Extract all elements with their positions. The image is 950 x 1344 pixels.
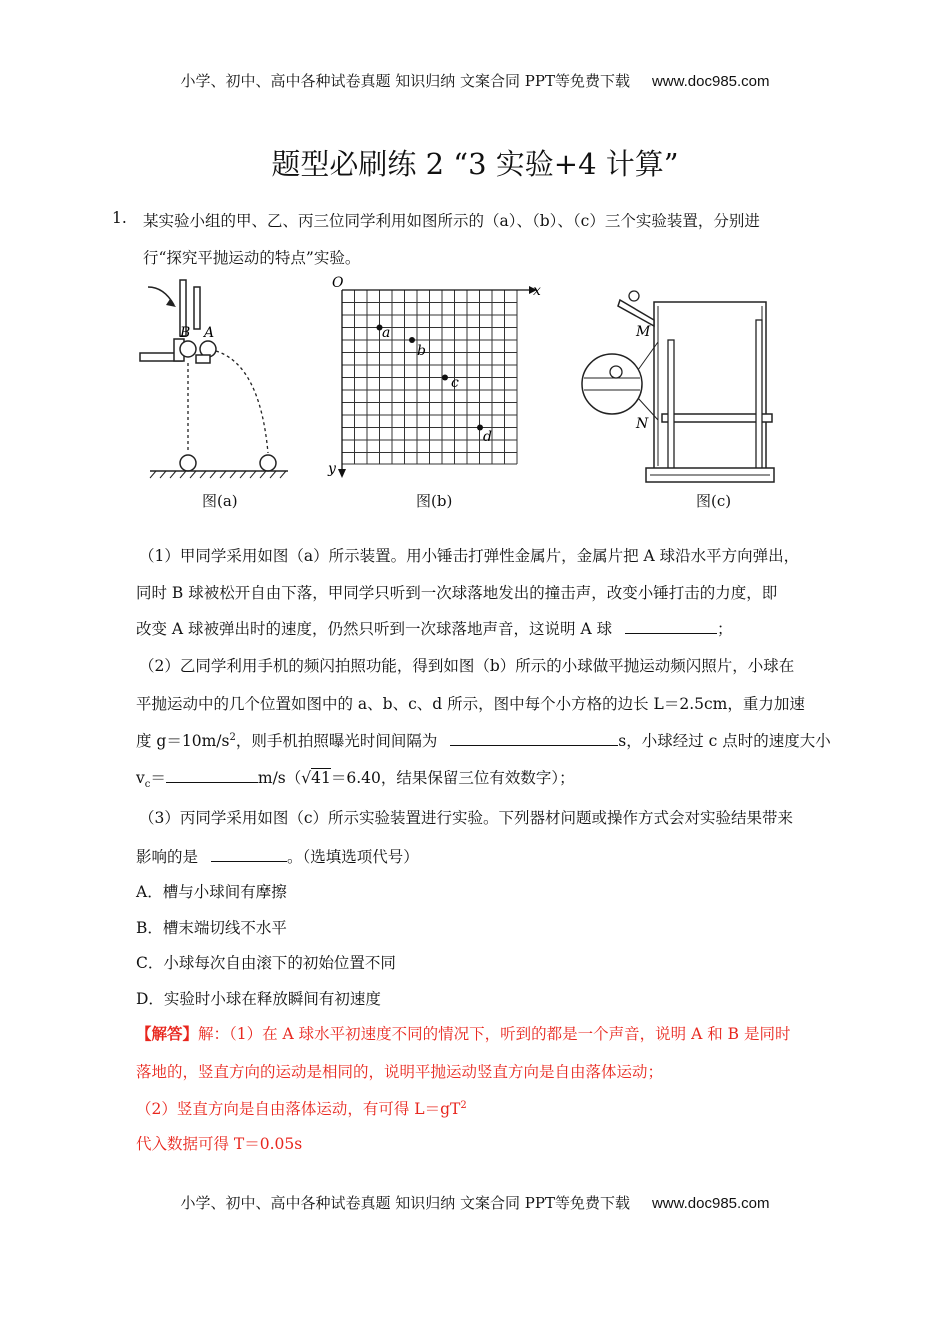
part2-line3 — [136, 729, 831, 751]
label-n: N — [636, 416, 649, 432]
label-b: B — [180, 325, 191, 341]
chute-ball — [629, 291, 639, 301]
chute — [618, 300, 654, 326]
point-a-label: a — [382, 325, 391, 341]
option-c: C．小球每次自由滚下的初始位置不同 — [136, 954, 396, 972]
y-label: y — [328, 461, 336, 477]
answer-blank-2[interactable] — [450, 731, 618, 746]
vc-unit: m/s（ — [257, 769, 302, 787]
part2-line1: （2）乙同学利用手机的频闪拍照功能，得到如图（b）所示的小球做平抛运动频闪照片，小球在 — [139, 657, 795, 675]
label-a: A — [204, 325, 215, 341]
answer-line2: 落地的，竖直方向的运动是相同的，说明平抛运动竖直方向是自由落体运动； — [136, 1063, 664, 1081]
point-b — [409, 337, 415, 343]
answer-blank-1[interactable] — [625, 619, 717, 634]
x-label: x — [533, 283, 541, 299]
ball-b-landed — [180, 455, 196, 471]
question-stem-1: 某实验小组的甲、乙、丙三位同学利用如图所示的（a）、（b）、（c）三个实验装置，分别进 — [143, 212, 760, 230]
answer-blank-4[interactable] — [211, 847, 287, 862]
ball-a-landed — [260, 455, 276, 471]
answer-line3 — [136, 1097, 467, 1119]
y-arrow-icon — [338, 469, 346, 478]
option-a: A．槽与小球间有摩擦 — [136, 883, 287, 901]
part2-interval-text: ，则手机拍照曝光时间间隔为 — [235, 732, 438, 750]
figure-c — [578, 280, 798, 490]
right-post — [756, 320, 762, 470]
option-b: B．槽末端切线不水平 — [136, 919, 287, 937]
footer-text: 小学、初中、高中各种试卷真题 知识归纳 文案合同 PPT等免费下载 — [180, 1194, 630, 1212]
header-text: 小学、初中、高中各种试卷真题 知识归纳 文案合同 PPT等免费下载 — [180, 72, 630, 90]
answer-line1 — [136, 1022, 790, 1044]
sqrt-value: 41 — [311, 769, 331, 787]
footer-site: www.doc985.com — [651, 1195, 770, 1212]
ground-hatch — [150, 471, 286, 478]
vc-note: ＝6.40，结果保留三位有效数字）； — [330, 769, 575, 787]
part2-g-text: 度 g＝10m/s — [136, 732, 230, 750]
answer-tag: 【解答】 — [136, 1024, 199, 1043]
question-stem-2: 行“探究平抛运动的特点”实验。 — [143, 249, 361, 267]
caption-a: 图(a) — [202, 492, 238, 510]
part2-speed-text: s，小球经过 c 点时的速度大小 — [618, 732, 831, 750]
point-c — [442, 375, 448, 381]
sqrt-icon: √ — [301, 769, 312, 787]
answer-text-3: （2）竖直方向是自由落体运动，有可得 L＝gT — [136, 1100, 461, 1118]
part3-line2 — [136, 845, 419, 867]
figure-a — [130, 275, 300, 485]
part2-line4 — [136, 766, 575, 790]
vc-symbol: v — [136, 769, 145, 787]
projectile-path — [216, 351, 268, 453]
part1-line1: （1）甲同学采用如图（a）所示装置。用小锤击打弹性金属片，金属片把 A 球沿水平方向弹出， — [139, 547, 800, 565]
origin-label: O — [332, 275, 344, 291]
point-c-label: c — [451, 375, 459, 391]
part3-line1: （3）丙同学采用如图（c）所示实验装置进行实验。下列器材问题或操作方式会对实验结果带来 — [139, 809, 794, 827]
part3-hint: 。（选填选项代号） — [286, 848, 419, 866]
header-site: www.doc985.com — [651, 73, 770, 90]
question-number: 1. — [112, 209, 127, 227]
page-title: 题型必刷练 2 “3 实验+4 计算” — [271, 147, 679, 181]
answer-sup: 2 — [460, 1099, 467, 1111]
part2-line2: 平抛运动中的几个位置如图中的 a、b、c、d 所示，图中每个小方格的边长 L＝2.5cm，重力加速 — [136, 695, 805, 713]
clamp-base — [196, 355, 210, 363]
part1-line3-end: ； — [717, 620, 733, 638]
part1-line3-text: 改变 A 球被弹出时的速度，仍然只听到一次球落地声音，这说明 A 球 — [136, 620, 613, 638]
vc-sub: c — [144, 779, 151, 791]
hammer-handle — [194, 287, 200, 329]
magnified-ball — [610, 366, 622, 378]
ball-b — [180, 341, 196, 357]
label-m: M — [636, 324, 651, 340]
point-b-label: b — [417, 343, 426, 359]
part2-g-sup: 2 — [229, 731, 236, 743]
caption-b: 图(b) — [416, 492, 453, 510]
caption-c: 图(c) — [696, 492, 732, 510]
page-footer — [0, 1192, 950, 1213]
answer-blank-3[interactable] — [166, 768, 258, 783]
vc-equals: ＝ — [150, 769, 166, 787]
part1-line2: 同时 B 球被松开自由下落，甲同学只听到一次球落地发出的撞击声，改变小锤打击的力度，即 — [136, 584, 778, 602]
answer-text-1: 解：（1）在 A 球水平初速度不同的情况下，听到的都是一个声音，说明 A 和 B 是同时 — [198, 1025, 791, 1043]
point-d-label: d — [483, 429, 492, 445]
figure-b — [325, 275, 555, 485]
part3-text: 影响的是 — [136, 848, 199, 866]
part1-line3 — [136, 617, 733, 639]
page-header — [0, 70, 950, 91]
option-d: D．实验时小球在释放瞬间有初速度 — [136, 990, 381, 1008]
answer-line4: 代入数据可得 T＝0.05s — [136, 1135, 303, 1153]
left-post — [668, 340, 674, 470]
magnifier — [582, 354, 642, 414]
